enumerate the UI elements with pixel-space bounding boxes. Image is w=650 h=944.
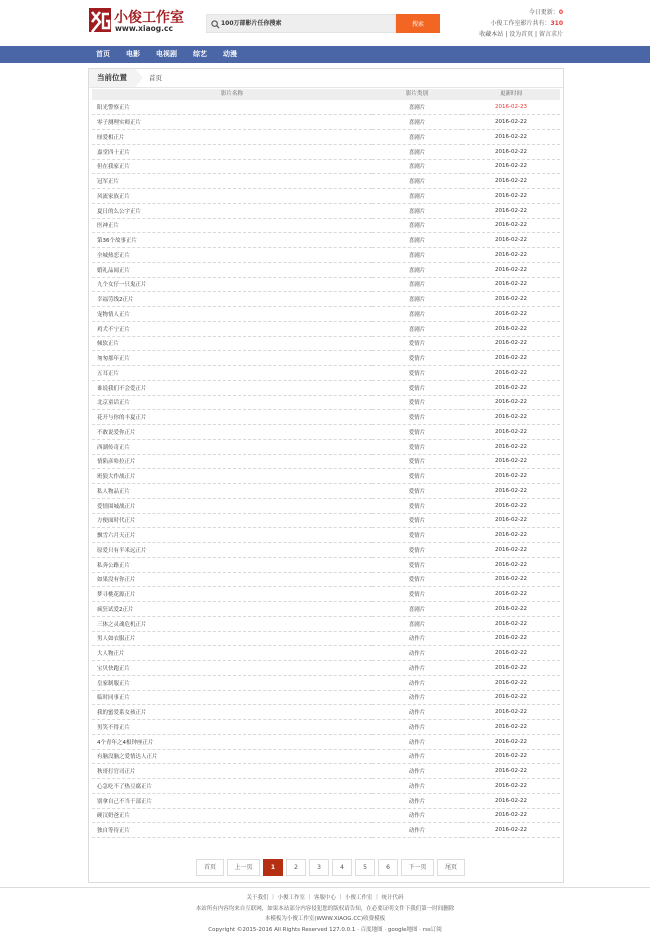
movie-title-link[interactable]: 花开与你的丰夏正片 (92, 410, 372, 425)
table-row[interactable] (92, 189, 560, 204)
movie-category: 喜剧片 (372, 262, 462, 277)
movie-category: 喜剧片 (372, 616, 462, 631)
movie-updated-date: 2016-02-22 (462, 454, 560, 469)
movie-title-link[interactable]: 宝贝快跑正片 (92, 661, 372, 676)
movie-category: 爱情片 (372, 572, 462, 587)
movie-category: 喜剧片 (372, 233, 462, 248)
movie-updated-date: 2016-02-22 (462, 602, 560, 617)
movie-category: 爱情片 (372, 366, 462, 381)
table-row[interactable] (92, 808, 560, 823)
movie-title-link[interactable]: 心急吃不了热豆腐正片 (92, 779, 372, 794)
movie-category: 爱情片 (372, 410, 462, 425)
search-button[interactable]: 搜索 (396, 14, 440, 33)
movie-title-link[interactable]: 宠物情人正片 (92, 307, 372, 322)
movie-category: 动作片 (372, 690, 462, 705)
table-row[interactable] (92, 115, 560, 130)
table-row[interactable] (92, 262, 560, 277)
column-header-category: 影片类别 (372, 89, 462, 100)
table-row[interactable] (92, 159, 560, 174)
movie-category: 爱情片 (372, 498, 462, 513)
page-3-button[interactable]: 3 (309, 859, 329, 876)
header (0, 0, 650, 46)
footer (0, 887, 650, 935)
movie-category: 喜剧片 (372, 144, 462, 159)
movie-updated-date: 2016-02-22 (462, 144, 560, 159)
movie-title-link[interactable]: 秋哥打官司正片 (92, 764, 372, 779)
movie-category: 喜剧片 (372, 292, 462, 307)
movie-title-link[interactable]: 匆匆那年正片 (92, 351, 372, 366)
movie-updated-date: 2016-02-22 (462, 484, 560, 499)
movie-category: 爱情片 (372, 351, 462, 366)
table-row[interactable] (92, 218, 560, 233)
movie-category: 喜剧片 (372, 307, 462, 322)
movie-category: 动作片 (372, 631, 462, 646)
movie-category: 动作片 (372, 705, 462, 720)
movie-table (92, 89, 560, 838)
logo-title: 小俊工作室 (114, 10, 184, 26)
movie-updated-date: 2016-02-22 (462, 351, 560, 366)
movie-updated-date: 2016-02-22 (462, 218, 560, 233)
table-row[interactable] (92, 543, 560, 558)
movie-title-link[interactable]: 倾软正片 (92, 336, 372, 351)
movie-updated-date: 2016-02-22 (462, 233, 560, 248)
footer-links[interactable]: 关于我们 ｜ 小俊工作室 ｜ 客服中心 ｜ 小俊工作室 ｜ 统计代码 (246, 895, 404, 901)
table-row[interactable] (92, 380, 560, 395)
table-row[interactable] (92, 793, 560, 808)
movie-category: 爱情片 (372, 336, 462, 351)
table-row[interactable] (92, 469, 560, 484)
search-input[interactable] (221, 15, 393, 32)
movie-title-link[interactable]: 方便面时代正片 (92, 513, 372, 528)
movie-updated-date: 2016-02-22 (462, 203, 560, 218)
movie-title-link[interactable]: 男笑不得正片 (92, 720, 372, 735)
table-row[interactable] (92, 557, 560, 572)
nav-item-tv[interactable]: 电视剧 (156, 50, 177, 58)
movie-title-link[interactable]: 第36个故事正片 (92, 233, 372, 248)
movie-category: 喜剧片 (372, 115, 462, 130)
logo-subtitle: www.xiaog.cc (115, 24, 173, 33)
movie-category: 爱情片 (372, 454, 462, 469)
table-row[interactable] (92, 823, 560, 838)
table-row[interactable] (92, 100, 560, 115)
movie-updated-date: 2016-02-22 (462, 425, 560, 440)
movie-title-link[interactable]: 不敢说爱你正片 (92, 425, 372, 440)
today-updates-count: 0 (558, 9, 563, 16)
movie-title-link[interactable]: 三体之灵魂危机正片 (92, 616, 372, 631)
top-links: 收藏本站 | 设为首页 | 留言求片 (479, 31, 563, 38)
table-row[interactable] (92, 410, 560, 425)
movie-title-link[interactable]: 梦寻桃花源正片 (92, 587, 372, 602)
page-6-button[interactable]: 6 (378, 859, 398, 876)
footer-template: 本模板为小俊工作室(WWW.XIAOG.CC)收费模板 (264, 916, 386, 922)
table-row[interactable] (92, 277, 560, 292)
today-updates (479, 7, 563, 18)
table-row[interactable] (92, 690, 560, 705)
first-page-button[interactable]: 首页 (196, 859, 224, 876)
bookmark-link[interactable]: 收藏本站 (479, 31, 504, 38)
table-row[interactable] (92, 233, 560, 248)
table-row[interactable] (92, 675, 560, 690)
nav-item-movies[interactable]: 电影 (126, 50, 140, 58)
table-row[interactable] (92, 248, 560, 263)
table-row[interactable] (92, 661, 560, 676)
movie-updated-date: 2016-02-22 (462, 439, 560, 454)
movie-category: 喜剧片 (372, 321, 462, 336)
table-row[interactable] (92, 292, 560, 307)
main-nav (0, 46, 650, 63)
movie-category: 爱情片 (372, 439, 462, 454)
today-updates-label: 今日更新： (528, 9, 559, 16)
movie-title-link[interactable]: 冠军正片 (92, 174, 372, 189)
movie-category: 爱情片 (372, 528, 462, 543)
movie-title-link[interactable]: 硬汉奶爸正片 (92, 808, 372, 823)
movie-updated-date: 2016-02-22 (462, 130, 560, 145)
total-movies-count: 310 (550, 20, 563, 27)
table-row[interactable] (92, 587, 560, 602)
movie-category: 喜剧片 (372, 203, 462, 218)
page-4-button[interactable]: 4 (332, 859, 352, 876)
movie-category: 动作片 (372, 720, 462, 735)
movie-category: 爱情片 (372, 395, 462, 410)
movie-updated-date: 2016-02-22 (462, 307, 560, 322)
table-row[interactable] (92, 764, 560, 779)
movie-title-link[interactable]: 原爱只有半米远正片 (92, 543, 372, 558)
movie-category: 爱情片 (372, 380, 462, 395)
movie-category: 动作片 (372, 675, 462, 690)
movie-updated-date: 2016-02-22 (462, 159, 560, 174)
page-5-button[interactable]: 5 (355, 859, 375, 876)
set-homepage-link[interactable]: 设为首页 (509, 31, 534, 38)
movie-updated-date: 2016-02-22 (462, 572, 560, 587)
movie-updated-date: 2016-02-22 (462, 292, 560, 307)
movie-updated-date: 2016-02-22 (462, 248, 560, 263)
movie-updated-date: 2016-02-22 (462, 528, 560, 543)
table-row[interactable] (92, 484, 560, 499)
movie-title-link[interactable]: 幸福劳线2正片 (92, 292, 372, 307)
movie-category: 爱情片 (372, 587, 462, 602)
movie-updated-date: 2016-02-22 (462, 380, 560, 395)
table-row[interactable] (92, 439, 560, 454)
request-movie-link[interactable]: 留言求片 (538, 31, 563, 38)
movie-category: 爱情片 (372, 543, 462, 558)
movie-updated-date: 2016-02-22 (462, 321, 560, 336)
table-row[interactable] (92, 336, 560, 351)
movie-title-link[interactable]: 谁说我们不会爱正片 (92, 380, 372, 395)
movie-title-link[interactable]: 但在我家正片 (92, 159, 372, 174)
movie-title-link[interactable]: 班狼大作战正片 (92, 469, 372, 484)
site-stats (479, 7, 563, 40)
movie-updated-date: 2016-02-22 (462, 808, 560, 823)
movie-updated-date: 2016-02-22 (462, 262, 560, 277)
movie-category: 喜剧片 (372, 218, 462, 233)
movie-updated-date: 2016-02-22 (462, 734, 560, 749)
table-row[interactable] (92, 616, 560, 631)
movie-updated-date: 2016-02-22 (462, 779, 560, 794)
table-row[interactable] (92, 705, 560, 720)
total-movies (479, 18, 563, 29)
movie-category: 动作片 (372, 764, 462, 779)
footer-copyright: Copyright ©2015-2016 All Rights Reserved 127.0.0.1 · 百度地图 · google地图 · rss订阅 (208, 926, 442, 933)
movie-updated-date: 2016-02-22 (462, 513, 560, 528)
movie-category: 喜剧片 (372, 602, 462, 617)
table-row[interactable] (92, 307, 560, 322)
prev-page-button[interactable]: 上一页 (227, 859, 260, 876)
table-row[interactable] (92, 395, 560, 410)
movie-category: 喜剧片 (372, 130, 462, 145)
movie-category: 喜剧片 (372, 100, 462, 115)
table-row[interactable] (92, 720, 560, 735)
movie-updated-date: 2016-02-22 (462, 115, 560, 130)
breadcrumb-home-link[interactable]: 首页 (149, 74, 162, 82)
movie-title-link[interactable]: 医神正片 (92, 218, 372, 233)
movie-updated-date: 2016-02-22 (462, 336, 560, 351)
movie-title-link[interactable]: 婚礼品闻正片 (92, 262, 372, 277)
movie-updated-date: 2016-02-22 (462, 543, 560, 558)
movie-category: 动作片 (372, 779, 462, 794)
table-row[interactable] (92, 351, 560, 366)
movie-category: 喜剧片 (372, 248, 462, 263)
movie-title-link[interactable]: 4个青年之4根钟座正片 (92, 734, 372, 749)
movie-title-link[interactable]: 情陷彦哈拉正片 (92, 454, 372, 469)
movie-title-link[interactable]: 鸡犬不宁正片 (92, 321, 372, 336)
table-row[interactable] (92, 144, 560, 159)
footer-notice: 本站所有内容均来自互联网，如果本站部分内容侵犯您的版权请告知，在必要证明文件下我们第一时间删除 (195, 905, 455, 912)
page-2-button[interactable]: 2 (286, 859, 306, 876)
movie-updated-date: 2016-02-22 (462, 749, 560, 764)
movie-title-link[interactable]: 西湖传奇正片 (92, 439, 372, 454)
movie-title-link[interactable]: 爱情围城战正片 (92, 498, 372, 513)
movie-title-link[interactable]: 嘉堂四十正片 (92, 144, 372, 159)
movie-title-link[interactable]: 疯狂试爱2正片 (92, 602, 372, 617)
movie-updated-date: 2016-02-22 (462, 705, 560, 720)
breadcrumb-arrow (135, 69, 143, 87)
movie-title-link[interactable]: 大人物正片 (92, 646, 372, 661)
breadcrumb (89, 69, 563, 88)
movie-title-link[interactable]: 阳光警察正片 (92, 100, 372, 115)
movie-updated-date: 2016-02-22 (462, 395, 560, 410)
table-row[interactable] (92, 425, 560, 440)
table-row[interactable] (92, 454, 560, 469)
movie-updated-date: 2016-02-22 (462, 557, 560, 572)
breadcrumb-label: 当前位置 (89, 69, 135, 87)
table-header (92, 89, 560, 100)
movie-title-link[interactable]: 私奔公路正片 (92, 557, 372, 572)
movie-category: 喜剧片 (372, 277, 462, 292)
movie-title-link[interactable]: 临时同事正片 (92, 690, 372, 705)
movie-category: 动作片 (372, 808, 462, 823)
movie-updated-date: 2016-02-22 (462, 587, 560, 602)
search-icon (211, 20, 220, 29)
movie-updated-date: 2016-02-22 (462, 631, 560, 646)
page-1-button[interactable]: 1 (263, 859, 283, 876)
movie-title-link[interactable]: 全城热恋正片 (92, 248, 372, 263)
movie-category: 爱情片 (372, 469, 462, 484)
table-row[interactable] (92, 174, 560, 189)
next-page-button[interactable]: 下一页 (401, 859, 434, 876)
content-panel (88, 68, 564, 883)
movie-category: 动作片 (372, 793, 462, 808)
table-row[interactable] (92, 366, 560, 381)
movie-title-link[interactable]: 男人如衣服正片 (92, 631, 372, 646)
site-logo[interactable] (88, 6, 188, 36)
movie-category: 动作片 (372, 734, 462, 749)
movie-title-link[interactable]: 夏日的么公宇正片 (92, 203, 372, 218)
table-row[interactable] (92, 498, 560, 513)
table-row[interactable] (92, 779, 560, 794)
movie-category: 动作片 (372, 661, 462, 676)
movie-title-link[interactable]: 风流家族正片 (92, 189, 372, 204)
movie-category: 爱情片 (372, 484, 462, 499)
column-header-updated: 更新时间 (462, 89, 560, 100)
movie-updated-date: 2016-02-22 (462, 366, 560, 381)
movie-updated-date: 2016-02-22 (462, 720, 560, 735)
movie-updated-date: 2016-02-22 (462, 410, 560, 425)
search-box (206, 14, 396, 33)
movie-title-link[interactable]: 飘雪六月天正片 (92, 528, 372, 543)
movie-title-link[interactable]: 五耳正片 (92, 366, 372, 381)
movie-updated-date: 2016-02-22 (462, 498, 560, 513)
movie-category: 爱情片 (372, 557, 462, 572)
movie-category: 动作片 (372, 749, 462, 764)
table-row[interactable] (92, 572, 560, 587)
movie-category: 动作片 (372, 646, 462, 661)
movie-category: 爱情片 (372, 513, 462, 528)
movie-title-link[interactable]: 九个女仔一只鬼正片 (92, 277, 372, 292)
movie-title-link[interactable]: 私人物品正片 (92, 484, 372, 499)
movie-title-link[interactable]: 厘爱相正片 (92, 130, 372, 145)
table-row[interactable] (92, 321, 560, 336)
movie-updated-date: 2016-02-22 (462, 174, 560, 189)
movie-updated-date: 2016-02-22 (462, 646, 560, 661)
movie-updated-date: 2016-02-22 (462, 277, 560, 292)
movie-updated-date: 2016-02-22 (462, 675, 560, 690)
movie-updated-date: 2016-02-22 (462, 823, 560, 838)
movie-updated-date: 2016-02-22 (462, 793, 560, 808)
table-row[interactable] (92, 513, 560, 528)
movie-updated-date: 2016-02-22 (462, 469, 560, 484)
movie-title-link[interactable]: 北京童话正片 (92, 395, 372, 410)
movie-title-link[interactable]: 别拿自己不当干部正片 (92, 793, 372, 808)
table-row[interactable] (92, 631, 560, 646)
movie-updated-date: 2016-02-22 (462, 764, 560, 779)
table-row[interactable] (92, 203, 560, 218)
nav-item-home[interactable]: 首页 (96, 50, 110, 58)
movie-updated-date: 2016-02-23 (462, 100, 560, 115)
movie-title-link[interactable]: 有脑没脑之爱情达人正片 (92, 749, 372, 764)
nav-item-variety[interactable]: 综艺 (193, 50, 207, 58)
table-row[interactable] (92, 749, 560, 764)
table-row[interactable] (92, 734, 560, 749)
logo-mark-icon (88, 6, 114, 36)
column-header-title: 影片名称 (92, 89, 372, 100)
movie-category: 喜剧片 (372, 159, 462, 174)
movie-category: 喜剧片 (372, 174, 462, 189)
search-bar (206, 14, 440, 33)
movie-updated-date: 2016-02-22 (462, 616, 560, 631)
movie-title-link[interactable]: 我的蜜爱系女孩正片 (92, 705, 372, 720)
movie-category: 动作片 (372, 823, 462, 838)
nav-item-anime[interactable]: 动漫 (223, 50, 237, 58)
movie-updated-date: 2016-02-22 (462, 690, 560, 705)
movie-category: 爱情片 (372, 425, 462, 440)
total-movies-label: 小俊工作室影片共有： (490, 20, 551, 27)
movie-updated-date: 2016-02-22 (462, 189, 560, 204)
movie-category: 喜剧片 (372, 189, 462, 204)
table-row[interactable] (92, 130, 560, 145)
table-row[interactable] (92, 646, 560, 661)
movie-updated-date: 2016-02-22 (462, 661, 560, 676)
pagination (196, 859, 465, 876)
movie-title-link[interactable]: 零子测理实师正片 (92, 115, 372, 130)
table-row[interactable] (92, 602, 560, 617)
movie-title-link[interactable]: 如果没有你正片 (92, 572, 372, 587)
movie-title-link[interactable]: 皇家制服正片 (92, 675, 372, 690)
movie-title-link[interactable]: 独自等待正片 (92, 823, 372, 838)
last-page-button[interactable]: 尾页 (437, 859, 465, 876)
table-row[interactable] (92, 528, 560, 543)
